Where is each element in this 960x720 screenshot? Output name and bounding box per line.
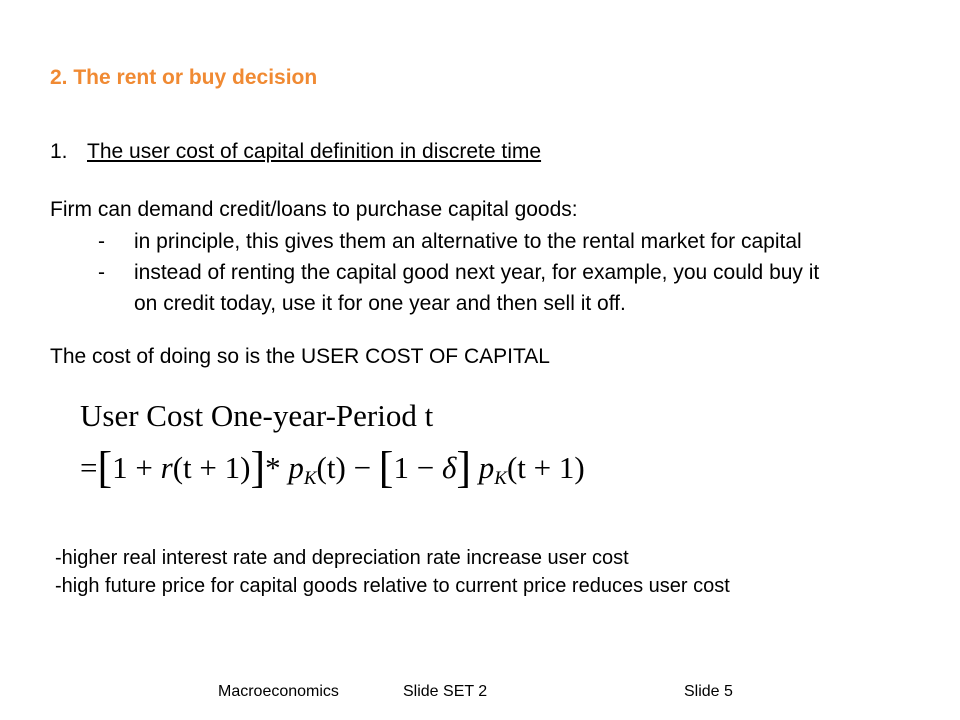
bullet-text: instead of renting the capital good next year, for example, you could buy it — [134, 261, 820, 284]
bullet-2-continuation: on credit today, use it for one year and then sell it off. — [134, 292, 626, 315]
intro-text: Firm can demand credit/loans to purchase capital goods: — [50, 198, 578, 221]
formula-bracket: ] — [250, 443, 266, 492]
footer-course: Macroeconomics — [218, 683, 339, 700]
subsection-title-text: The user cost of capital definition in discrete time — [87, 140, 542, 163]
subsection-number: 1. — [50, 140, 68, 163]
bullet-marker: - — [98, 261, 105, 284]
formula-equals: = — [80, 450, 98, 485]
note-1: -higher real interest rate and depreciation rate increase user cost — [55, 547, 629, 569]
cost-statement: The cost of doing so is the USER COST OF CAPITAL — [50, 345, 550, 368]
formula-bracket: [ — [97, 443, 113, 492]
note-2: -high future price for capital goods relative to current price reduces user cost — [55, 575, 730, 597]
footer-set: Slide SET 2 — [403, 683, 488, 700]
bullet-1 — [98, 230, 802, 254]
formula-line-1: User Cost One-year-Period t — [80, 398, 434, 433]
formula-bracket: ] — [456, 443, 472, 492]
bullet-2 — [98, 261, 819, 285]
bullet-marker: - — [98, 230, 105, 253]
formula-line-2: =[1 + r(t + 1)]* $p_K(t) - [1 - \delta] p_K(t + 1)$ — [80, 443, 585, 492]
formula-bracket: [ — [378, 443, 394, 492]
section-heading: 2. The rent or buy decision — [50, 66, 318, 89]
footer-slide-number: Slide 5 — [684, 683, 733, 700]
subsection-title — [50, 140, 541, 164]
bullet-text: in principle, this gives them an alternative to the rental market for capital — [134, 230, 802, 253]
